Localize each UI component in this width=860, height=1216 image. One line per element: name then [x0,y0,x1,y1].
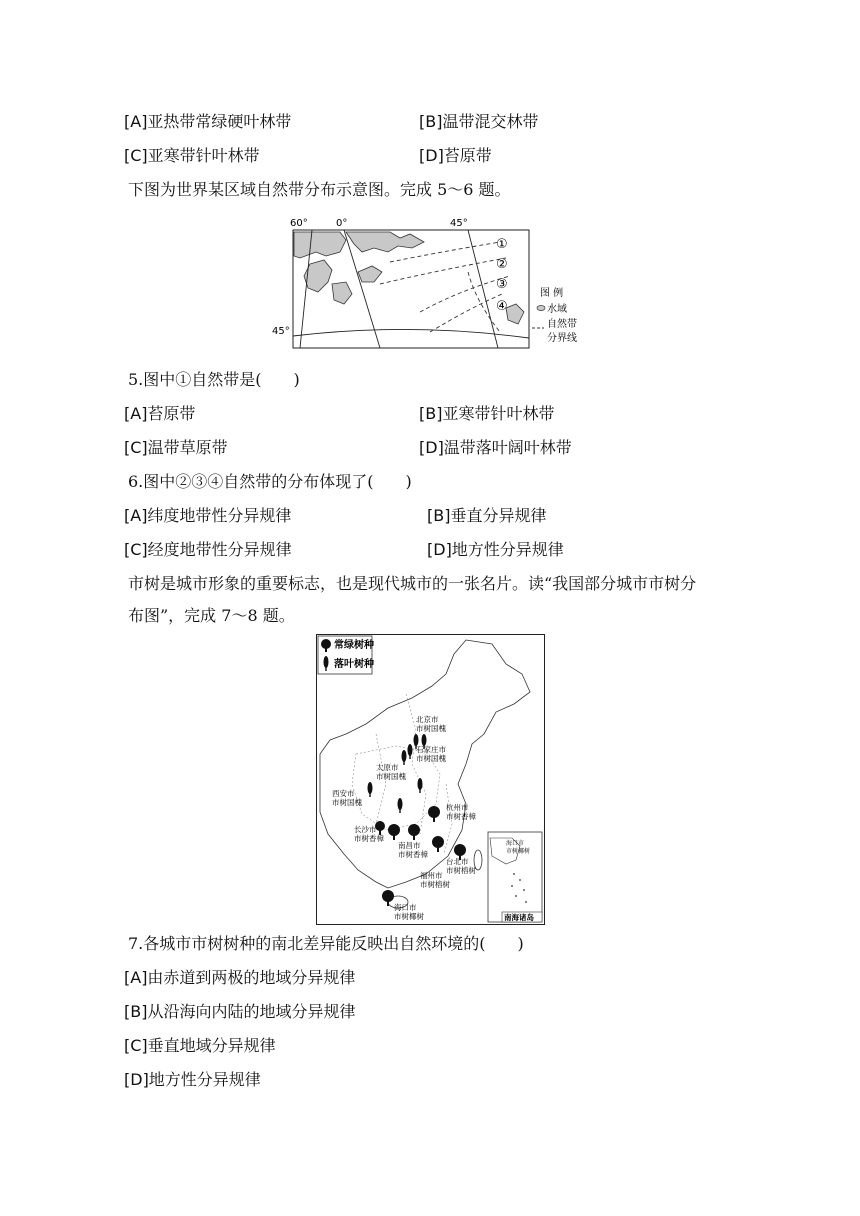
q4-option-d: [D]苔原带 [419,146,492,165]
q7-option-b: [B]从沿海向内陆的地域分异规律 [124,1002,356,1021]
q4-option-a: [A]亚热带常绿硬叶林带 [124,112,292,131]
q6-option-a: [A]纬度地带性分异规律 [124,506,292,525]
q5-stem: 5.图中①自然带是( ) [128,370,300,389]
intro-5-6: 下图为世界某区域自然带分布示意图。完成 5～6 题。 [128,180,511,199]
legend-water: 水域 [547,304,567,315]
lon-0-label: 0° [336,218,348,229]
nanchang-label-1: 南昌市 [398,841,421,850]
beijing-label-1: 北京市 [416,715,439,724]
inset-haikou-label-1: 海口市 [506,840,525,847]
q7-option-a: [A]由赤道到两极的地域分异规律 [124,968,356,987]
city-tree-map [316,634,546,926]
legend-boundary-2: 分界线 [547,333,577,344]
xian-label-2: 市树国槐 [332,798,362,807]
legend-boundary-1: 自然带 [547,319,577,330]
fuzhou-label-2: 市树榕树 [420,880,450,889]
q5-option-a: [A]苔原带 [124,404,196,423]
q6-option-d: [D]地方性分异规律 [427,540,564,559]
q4-option-b: [B]温带混交林带 [419,112,539,131]
nanchang-label-2: 市树香樟 [398,850,428,859]
lon-45-label: 45° [450,218,468,229]
q5-option-b: [B]亚寒带针叶林带 [419,404,555,423]
zone-1-label: ① [496,237,508,252]
haikou-label-1: 海口市 [394,903,417,912]
q7-option-c: [C]垂直地域分异规律 [124,1036,276,1055]
q5-option-c: [C]温带草原带 [124,438,228,457]
legend-title: 图 例 [540,288,564,299]
shijiazhuang-label-1: 石家庄市 [416,745,446,754]
fuzhou-label-1: 福州市 [420,871,443,880]
water-legend-icon [537,306,545,311]
q7-stem: 7.各城市市树树种的南北差异能反映出自然环境的( ) [128,934,524,953]
taibei-label-1: 台北市 [446,857,469,866]
zone-2-label: ② [496,257,508,272]
xian-label-1: 西安市 [332,789,355,798]
taibei-label-2: 市树榕树 [446,866,476,875]
zone-3-label: ③ [496,277,508,292]
taiyuan-label-1: 太原市 [376,763,399,772]
changsha-label-1: 长沙市 [354,825,377,834]
legend-evergreen: 常绿树种 [334,640,374,651]
intro-7-8-line2: 布图”，完成 7～8 题。 [128,606,295,625]
changsha-label-2: 市树香樟 [354,834,384,843]
inset-title: 南海诸岛 [504,913,534,922]
hangzhou-label-1: 杭州市 [446,803,469,812]
intro-7-8-line1: 市树是城市形象的重要标志，也是现代城市的一张名片。读“我国部分城市市树分 [128,574,697,593]
haikou-label-2: 市树椰树 [394,912,424,921]
q6-stem: 6.图中②③④自然带的分布体现了( ) [128,472,412,491]
q5-option-d: [D]温带落叶阔叶林带 [419,438,572,457]
hangzhou-label-2: 市树香樟 [446,812,476,821]
lat-45-label: 45° [272,326,290,337]
q6-option-b: [B]垂直分异规律 [427,506,547,525]
natural-zone-figure [270,212,590,352]
q4-option-c: [C]亚寒带针叶林带 [124,146,260,165]
lon-60-label: 60° [290,218,308,229]
beijing-label-2: 市树国槐 [416,724,446,733]
shijiazhuang-label-2: 市树国槐 [416,754,446,763]
taiyuan-label-2: 市树国槐 [376,772,406,781]
q6-option-c: [C]经度地带性分异规律 [124,540,292,559]
zone-4-label: ④ [496,299,508,314]
q7-option-d: [D]地方性分异规律 [124,1070,261,1089]
inset-haikou-label-2: 市树椰树 [506,848,531,855]
legend-deciduous: 落叶树种 [334,659,374,670]
